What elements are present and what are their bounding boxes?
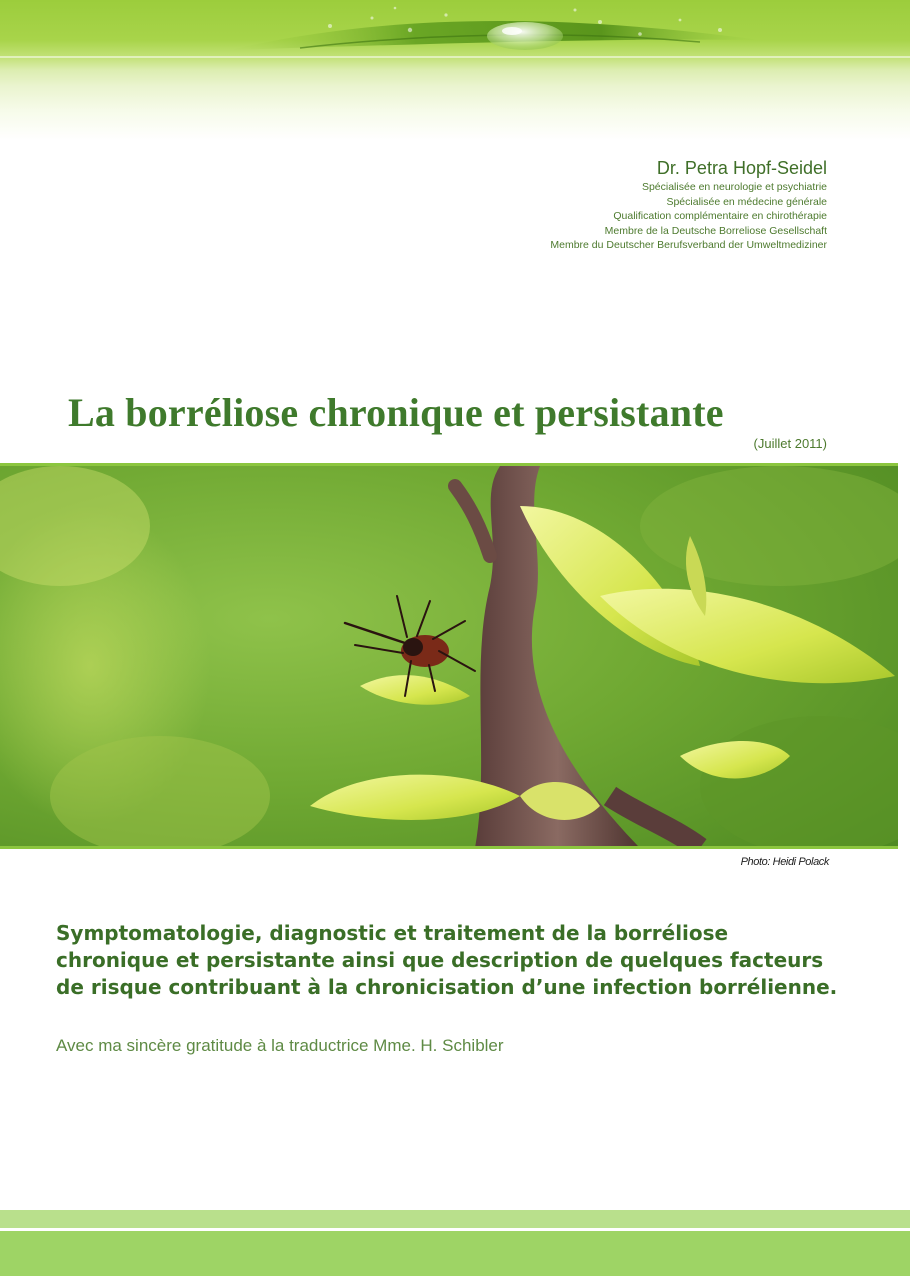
footer-band-dark — [0, 1231, 910, 1276]
author-credential: Membre de la Deutsche Borreliose Gesellschaft — [604, 224, 827, 237]
document-date: (Juillet 2011) — [753, 436, 827, 451]
document-title: La borréliose chronique et persistante — [68, 390, 724, 435]
header-banner — [0, 0, 910, 140]
photo-bottom-rule — [0, 846, 898, 849]
author-credential: Spécialisée en médecine générale — [666, 195, 827, 208]
tick-on-branch-photo-icon — [0, 466, 898, 848]
leaf-drop-banner-icon — [0, 0, 910, 140]
cover-photo — [0, 466, 898, 848]
author-credential: Qualification complémentaire en chirothérapie — [613, 210, 827, 222]
author-name: Dr. Petra Hopf-Seidel — [656, 158, 827, 178]
author-block — [550, 156, 827, 253]
document-subtitle: Symptomatologie, diagnostic et traitement de la borréliose chronique et persistante ainsi que description de quelques facteurs de risque contribuant à la chronicisation d’une infection borrélienne. — [56, 921, 838, 999]
footer-band-light — [0, 1210, 910, 1228]
author-credential: Membre du Deutscher Berufsverband der Umweltmediziner — [550, 239, 827, 251]
author-credential: Spécialisée en neurologie et psychiatrie — [641, 181, 827, 193]
photo-credit: Photo: Heidi Polack — [740, 856, 829, 868]
translator-acknowledgement: Avec ma sincère gratitude à la traductrice Mme. H. Schibler — [56, 1036, 504, 1055]
